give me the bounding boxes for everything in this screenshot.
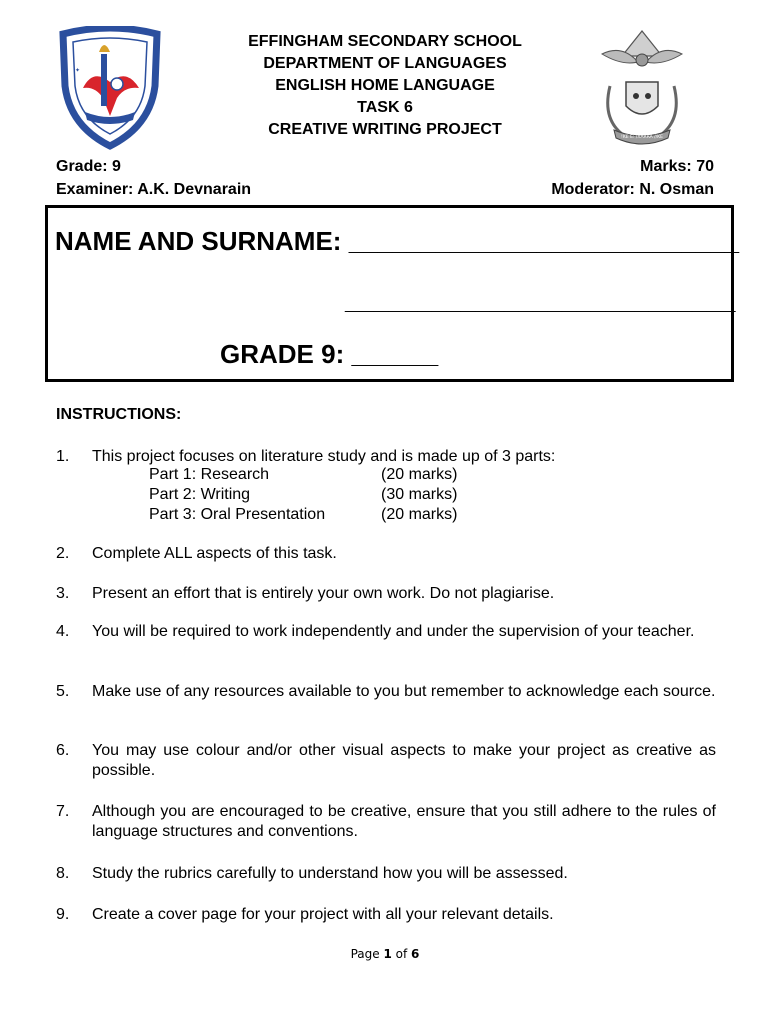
- item-text: You may use colour and/or other visual aspects to make your project as creative as possible.: [92, 742, 716, 779]
- subject-name: ENGLISH HOME LANGUAGE: [275, 77, 495, 94]
- item-text: Although you are encouraged to be creative, ensure that you still adhere to the rules of language structures and conventions.: [92, 803, 716, 840]
- item-text: You will be required to work independently and under the supervision of your teacher.: [92, 623, 695, 640]
- item-text: Present an effort that is entirely your own work. Do not plagiarise.: [92, 585, 555, 602]
- document-header: [0, 31, 770, 141]
- item-number: 6.: [56, 742, 70, 759]
- part-label: Part 2: Writing: [149, 486, 251, 503]
- task-number: TASK 6: [357, 99, 413, 116]
- marks-label: Marks: 70: [640, 158, 714, 175]
- item-number: 4.: [56, 623, 70, 640]
- item-number: 2.: [56, 545, 70, 562]
- instructions-heading: INSTRUCTIONS:: [56, 406, 182, 423]
- item-number: 9.: [56, 906, 70, 923]
- part-label: Part 3: Oral Presentation: [149, 506, 326, 523]
- current-page: 1: [383, 947, 392, 961]
- item-text: Study the rubrics carefully to understand how you will be assessed.: [92, 865, 568, 882]
- grade-field[interactable]: GRADE 9: ______: [220, 339, 439, 369]
- part-marks: (30 marks): [381, 486, 458, 503]
- item-text: This project focuses on literature study and is made up of 3 parts:: [92, 448, 556, 465]
- svg-text:✦: ✦: [75, 67, 81, 74]
- moderator-label: Moderator: N. Osman: [551, 181, 714, 198]
- part-marks: (20 marks): [381, 506, 458, 523]
- examiner-label: Examiner: A.K. Devnarain: [56, 181, 252, 198]
- item-text: Complete ALL aspects of this task.: [92, 545, 337, 562]
- item-number: 7.: [56, 803, 70, 820]
- item-number: 3.: [56, 585, 70, 602]
- grade-label: Grade: 9: [56, 158, 121, 175]
- item-number: 5.: [56, 683, 70, 700]
- part-label: Part 1: Research: [149, 466, 270, 483]
- task-title: CREATIVE WRITING PROJECT: [268, 121, 502, 138]
- total-pages: 6: [411, 947, 420, 961]
- item-text: Create a cover page for your project with all your relevant details.: [92, 906, 554, 923]
- item-text: Make use of any resources available to you but remember to acknowledge each source.: [92, 683, 716, 700]
- name-surname-field[interactable]: NAME AND SURNAME: ___________________________: [55, 226, 740, 256]
- name-surname-line-2[interactable]: ___________________________: [345, 285, 736, 315]
- item-number: 1.: [56, 448, 70, 465]
- school-name: EFFINGHAM SECONDARY SCHOOL: [248, 33, 522, 50]
- part-marks: (20 marks): [381, 466, 458, 483]
- item-number: 8.: [56, 865, 70, 882]
- department-name: DEPARTMENT OF LANGUAGES: [263, 55, 507, 72]
- svg-text:!KE E: /XARRA //KE: !KE E: /XARRA //KE: [621, 135, 663, 140]
- page-number: Page 1 of 6: [350, 947, 420, 961]
